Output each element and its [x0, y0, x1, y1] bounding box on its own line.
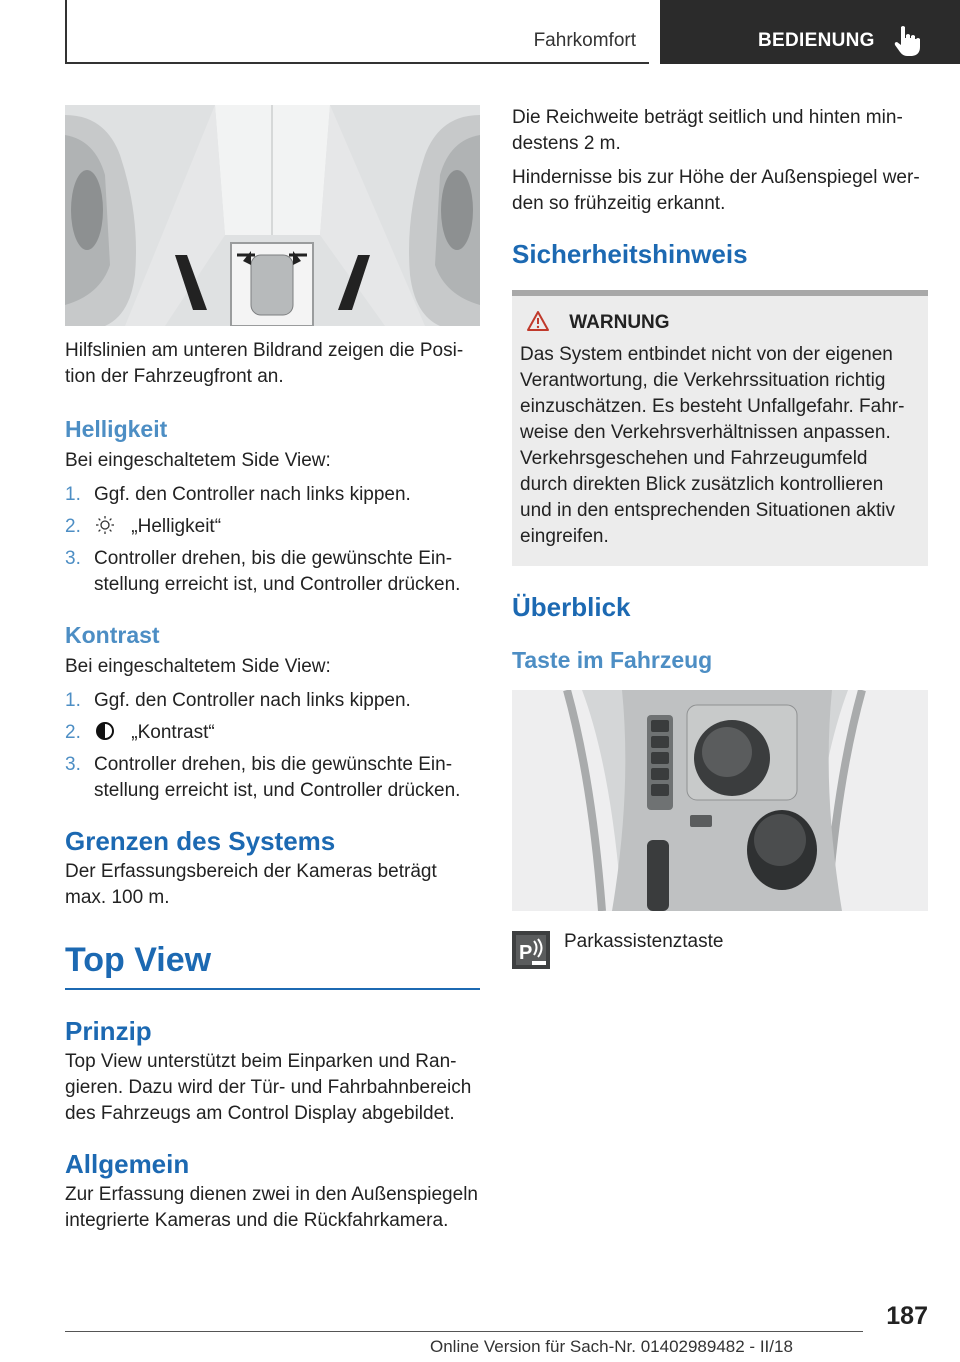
reichweite-text: Die Reichweite beträgt seitlich und hinten mindestens 2 m.: [512, 107, 903, 154]
footer-online-version: Online Version für Sach-Nr. 01402989482 - II/18: [430, 1337, 793, 1356]
step-text: „Kontrast“: [131, 722, 215, 743]
heading-helligkeit: Helligkeit: [65, 416, 168, 442]
header-chapter-label: BEDIENUNG: [758, 30, 875, 51]
console-figure: [512, 690, 928, 911]
side-view-figure: [65, 105, 480, 326]
figure-caption: Hilfslinien am unteren Bildrand zeigen die Position der Fahrzeugfront an.: [65, 340, 464, 387]
svg-text:P: P: [519, 942, 533, 964]
park-button-label: Parkassistenztaste: [564, 931, 724, 952]
list-item: [65, 688, 480, 714]
footer-rule: [65, 1331, 863, 1332]
park-assist-icon: [512, 931, 550, 969]
step-number: 2.: [65, 516, 81, 537]
step-number: 1.: [65, 690, 81, 711]
warning-title-row: [520, 310, 920, 336]
kontrast-intro: Bei eingeschaltetem Side View:: [65, 656, 331, 677]
prinzip-text: Top View unterstützt beim Einparken und Rangieren. Dazu wird der Tür- und Fahrbahnbereich des Fahrzeugs am Control Display abgebildet.: [65, 1051, 472, 1124]
list-item: [65, 546, 480, 598]
header-left-rule: [65, 0, 67, 64]
step-number: 2.: [65, 722, 81, 743]
heading-top-view: Top View: [65, 941, 212, 979]
warning-title: WARNUNG: [569, 312, 670, 333]
helligkeit-intro: Bei eingeschaltetem Side View:: [65, 450, 331, 471]
heading-taste: Taste im Fahrzeug: [512, 647, 713, 673]
list-item: [65, 482, 480, 508]
step-number: 3.: [65, 754, 81, 775]
grenzen-text: Der Erfassungsbereich der Kameras beträgt max. 100 m.: [65, 861, 437, 908]
hindernisse-text: Hindernisse bis zur Höhe der Außenspiegel werden so frühzeitig erkannt.: [512, 167, 920, 214]
header-bottom-rule: [65, 62, 649, 64]
list-item: [65, 720, 480, 746]
step-text: „Helligkeit“: [131, 516, 222, 537]
heading-grenzen: Grenzen des Systems: [65, 826, 336, 856]
helligkeit-steps: [65, 482, 480, 598]
step-text: Ggf. den Controller nach links kippen.: [94, 484, 411, 505]
warning-box: [512, 290, 928, 566]
step-text: Controller drehen, bis die gewünschte Einstellung erreicht ist, und Controller drücken.: [94, 548, 461, 595]
kontrast-steps: [65, 688, 480, 804]
allgemein-text: Zur Erfassung dienen zwei in den Außenspiegeln integrierte Kameras und die Rückfahrkamera.: [65, 1184, 478, 1231]
heading-ueberblick: Überblick: [512, 592, 631, 622]
step-text: Controller drehen, bis die gewünschte Einstellung erreicht ist, und Controller drücken.: [94, 754, 461, 801]
hand-pointer-icon: [892, 24, 922, 56]
right-column: [512, 105, 928, 971]
heading-allgemein: Allgemein: [65, 1149, 190, 1179]
contrast-circle-icon: [94, 721, 116, 741]
heading-sicherheitshinweis: Sicherheitshinweis: [512, 239, 748, 269]
warning-text: Das System entbindet nicht von der eigenen Verantwortung, die Verkehrssituation richtig einzuschätzen. Es besteht Unfallgefahr. Fahrweise den Verkehrsverhältnissen anpassen. Verkehrsgeschehen und Fahrzeugumfeld durch direkten Blick zusätzlich kontrollieren und in den entsprechenden Situationen aktiv eingreifen.: [520, 344, 905, 547]
warning-triangle-icon: [526, 310, 550, 332]
step-number: 1.: [65, 484, 81, 505]
left-column: [65, 105, 480, 1234]
header-section-title: Fahrkomfort: [533, 30, 636, 51]
park-button-row: [512, 931, 928, 971]
step-number: 3.: [65, 548, 81, 569]
list-item: [65, 752, 480, 804]
heading-prinzip: Prinzip: [65, 1016, 152, 1046]
heading-kontrast: Kontrast: [65, 622, 160, 648]
side-view-illustration: [65, 105, 480, 326]
list-item: [65, 514, 480, 540]
console-illustration: [512, 690, 928, 911]
page-number: 187: [886, 1302, 928, 1330]
brightness-sun-icon: [94, 515, 116, 535]
step-text: Ggf. den Controller nach links kippen.: [94, 690, 411, 711]
